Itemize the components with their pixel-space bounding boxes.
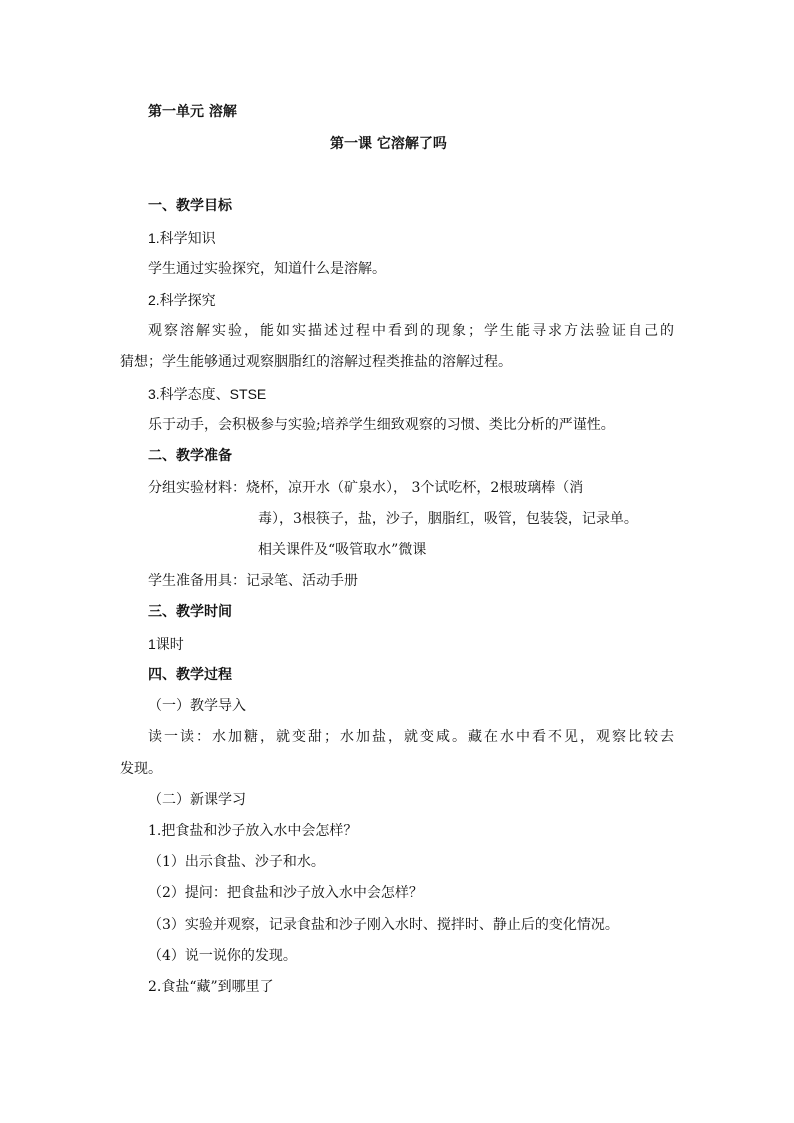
objective-attitude-text: 乐于动手，会积极参与实验;培养学生细致观察的习惯、类比分析的严谨性。 bbox=[148, 417, 615, 433]
objective-inquiry-text-line1: 观察溶解实验，能如实描述过程中看到的现象；学生能寻求方法验证自己的 bbox=[148, 323, 674, 339]
lesson-title: 第一课 它溶解了吗 bbox=[330, 136, 447, 152]
objective-knowledge-title: 1.科学知识 bbox=[148, 230, 216, 246]
section-heading-preparation: 二、教学准备 bbox=[148, 448, 232, 464]
section-heading-objectives: 一、教学目标 bbox=[148, 198, 232, 214]
question-2: 2.食盐“藏”到哪里了 bbox=[148, 979, 274, 995]
time-text: 1课时 bbox=[148, 636, 184, 652]
section-heading-process: 四、教学过程 bbox=[148, 667, 232, 683]
objective-attitude-title: 3.科学态度、STSE bbox=[148, 386, 267, 402]
step-3: （3）实验并观察，记录食盐和沙子刚入水时、搅拌时、静止后的变化情况。 bbox=[148, 917, 619, 933]
materials-line3: 相关课件及“吸管取水”微课 bbox=[258, 542, 427, 558]
objective-inquiry-text-line2: 猜想；学生能够通过观察胭脂红的溶解过程类推盐的溶解过程。 bbox=[120, 354, 512, 370]
objective-knowledge-text: 学生通过实验探究，知道什么是溶解。 bbox=[148, 261, 386, 277]
question-1: 1.把食盐和沙子放入水中会怎样？ bbox=[148, 823, 358, 839]
part1-text-line1: 读一读：水加糖，就变甜；水加盐，就变咸。藏在水中看不见，观察比较去 bbox=[148, 729, 674, 745]
objective-inquiry-title: 2.科学探究 bbox=[148, 292, 216, 308]
step-2: （2）提问：把食盐和沙子放入水中会怎样？ bbox=[148, 885, 423, 901]
student-tools: 学生准备用具：记录笔、活动手册 bbox=[148, 573, 358, 589]
unit-title: 第一单元 溶解 bbox=[148, 104, 237, 120]
materials-line1: 分组实验材料：烧杯，凉开水（矿泉水）， 3个试吃杯，2根玻璃棒（消 bbox=[148, 480, 584, 496]
part1-title: （一）教学导入 bbox=[148, 698, 246, 714]
materials-line2: 毒），3根筷子，盐，沙子，胭脂红，吸管，包装袋，记录单。 bbox=[258, 511, 638, 527]
part1-text-line2: 发现。 bbox=[120, 761, 162, 777]
section-heading-time: 三、教学时间 bbox=[148, 604, 232, 620]
part2-title: （二）新课学习 bbox=[148, 792, 246, 808]
step-4: （4）说一说你的发现。 bbox=[148, 948, 297, 964]
step-1: （1）出示食盐、沙子和水。 bbox=[148, 854, 325, 870]
